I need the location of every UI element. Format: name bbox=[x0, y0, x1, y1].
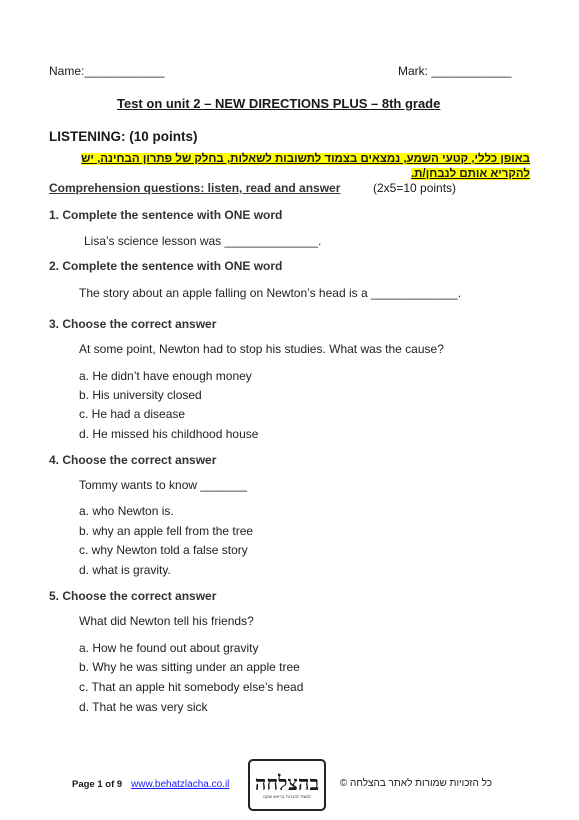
hebrew-instructions: באופן כללי, קטעי השמע, נמצאים בצמוד לתשובות לשאלות, בחלק של פתרון הבחינה, יש להקריא אותם לנבחן/ת. bbox=[81, 153, 530, 180]
question-5-prompt: What did Newton tell his friends? bbox=[79, 614, 254, 628]
question-3-option-c[interactable]: c. He had a disease bbox=[79, 407, 186, 421]
question-5-title: 5. Choose the correct answer bbox=[49, 589, 217, 603]
logo-subtitle: לגשת לבגרות בראש שקט bbox=[263, 793, 311, 799]
question-5-option-d[interactable]: d. That he was very sick bbox=[79, 700, 208, 714]
website-link[interactable]: www.behatzlacha.co.il bbox=[131, 779, 230, 790]
question-1-prompt: Lisa’s science lesson was ______________. bbox=[84, 234, 322, 248]
question-3-option-d[interactable]: d. He missed his childhood house bbox=[79, 427, 259, 441]
question-5-option-a[interactable]: a. How he found out about gravity bbox=[79, 641, 259, 655]
question-2-title: 2. Complete the sentence with ONE word bbox=[49, 259, 283, 273]
question-4-option-a[interactable]: a. who Newton is. bbox=[79, 504, 174, 518]
question-3-title: 3. Choose the correct answer bbox=[49, 317, 217, 331]
question-4-option-b[interactable]: b. why an apple fell from the tree bbox=[79, 524, 254, 538]
page-number: Page 1 of 9 bbox=[72, 779, 123, 790]
question-3-prompt: At some point, Newton had to stop his studies. What was the cause? bbox=[79, 342, 444, 356]
question-3-option-a[interactable]: a. He didn’t have enough money bbox=[79, 369, 252, 383]
copyright-text: כל הזכויות שמורות לאתר בהצלחה © bbox=[339, 778, 492, 789]
behatzlacha-logo bbox=[248, 759, 326, 811]
name-field-label: Name:____________ bbox=[49, 64, 165, 78]
question-5-option-b[interactable]: b. Why he was sitting under an apple tree bbox=[79, 660, 300, 674]
question-2-prompt: The story about an apple falling on Newton’s head is a _____________. bbox=[79, 286, 462, 300]
question-3-option-b[interactable]: b. His university closed bbox=[79, 388, 202, 402]
question-4-option-c[interactable]: c. why Newton told a false story bbox=[79, 543, 248, 557]
question-4-title: 4. Choose the correct answer bbox=[49, 453, 217, 467]
listening-heading: LISTENING: (10 points) bbox=[49, 129, 198, 144]
logo-text: בהצלחה bbox=[254, 770, 320, 795]
question-5-option-c[interactable]: c. That an apple hit somebody else’s head bbox=[79, 680, 304, 694]
page-title: Test on unit 2 – NEW DIRECTIONS PLUS – 8th grade bbox=[117, 96, 441, 111]
question-4-prompt: Tommy wants to know _______ bbox=[79, 478, 248, 492]
points-note: (2x5=10 points) bbox=[373, 181, 457, 195]
mark-field-label: Mark: ____________ bbox=[398, 64, 512, 78]
question-1-title: 1. Complete the sentence with ONE word bbox=[49, 208, 283, 222]
question-4-option-d[interactable]: d. what is gravity. bbox=[79, 563, 171, 577]
comprehension-heading: Comprehension questions: listen, read and answer bbox=[49, 181, 341, 195]
